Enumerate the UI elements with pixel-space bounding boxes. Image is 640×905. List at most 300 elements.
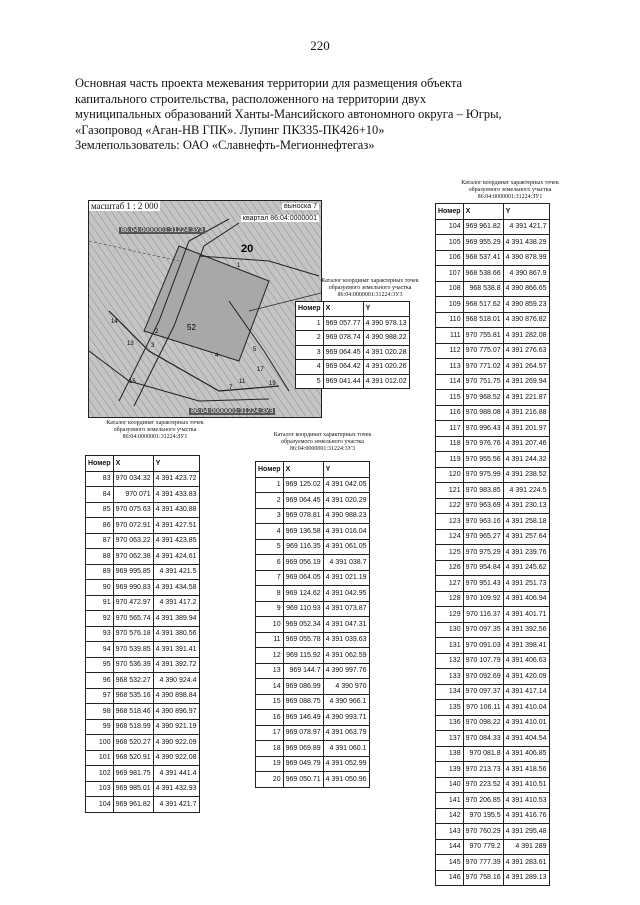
coord-y: 4 391 020.29 (323, 493, 369, 509)
table-row (436, 297, 550, 313)
coord-x: 970 072.91 (113, 518, 153, 534)
table-row (436, 250, 550, 266)
coord-y: 4 391 216.88 (503, 405, 549, 421)
coord-y: 4 391 239.76 (503, 545, 549, 561)
catalog-table-left (85, 455, 200, 813)
coord-y: 4 390 988.22 (363, 331, 409, 346)
coord-x: 970 975.99 (463, 467, 503, 483)
coord-x: 969 049.79 (283, 756, 323, 772)
map-point-label: 1 (237, 263, 241, 269)
table-row (86, 642, 200, 658)
coord-y: 4 391 416.76 (503, 808, 549, 824)
coord-x: 969 052.34 (283, 617, 323, 633)
coord-y: 4 391 201.97 (503, 421, 549, 437)
coord-x: 970 951.43 (463, 576, 503, 592)
table-row (436, 793, 550, 809)
coord-y: 4 391 289 (503, 839, 549, 855)
table-row (436, 762, 550, 778)
point-number: 100 (86, 735, 114, 751)
catalog-table-right (435, 203, 550, 886)
heading-line: капитального строительства, расположенного на территории двух (75, 91, 427, 106)
map-big-label: 20 (241, 243, 254, 255)
coord-x: 968 520.27 (113, 735, 153, 751)
table-row (86, 595, 200, 611)
point-number: 89 (86, 564, 114, 580)
point-number: 19 (256, 756, 284, 772)
point-number: 85 (86, 502, 114, 518)
point-number: 139 (436, 762, 464, 778)
table-row (256, 632, 370, 648)
coord-x: 969 050.71 (283, 772, 323, 788)
catalog-title-line: Каталог координат характерных точек (461, 180, 559, 186)
coord-x: 970 771.02 (463, 359, 503, 375)
table-row (86, 564, 200, 580)
header-y: Y (323, 462, 369, 478)
coord-x: 970 223.52 (463, 777, 503, 793)
coord-y: 4 391 244.32 (503, 452, 549, 468)
point-number: 144 (436, 839, 464, 855)
table-row (86, 766, 200, 782)
coord-x: 970 206.85 (463, 793, 503, 809)
coord-x: 969 110.93 (283, 601, 323, 617)
coord-y: 4 391 016.04 (323, 524, 369, 540)
page-number: 220 (310, 38, 330, 53)
catalog-title-left (85, 420, 225, 441)
coord-x: 968 532.27 (113, 673, 153, 689)
table-row (436, 436, 550, 452)
header-num: Номер (86, 456, 114, 472)
table-row (86, 626, 200, 642)
coord-y: 4 391 276.63 (503, 343, 549, 359)
coord-x: 969 136.58 (283, 524, 323, 540)
point-number: 97 (86, 688, 114, 704)
coord-y: 4 391 269.94 (503, 374, 549, 390)
point-number: 4 (296, 360, 324, 375)
table-row (296, 374, 410, 389)
point-number: 135 (436, 700, 464, 716)
table-row (86, 735, 200, 751)
header-x: X (283, 462, 323, 478)
map-point-label: 17 (257, 367, 264, 373)
table-row (436, 390, 550, 406)
coord-x: 970 976.76 (463, 436, 503, 452)
header-x: X (463, 204, 503, 220)
coord-x: 970 071 (113, 487, 153, 503)
coord-y: 4 391 221.87 (503, 390, 549, 406)
coord-y: 4 390 876.82 (503, 312, 549, 328)
coord-y: 4 391 392.72 (153, 657, 199, 673)
coord-y: 4 391 224.5 (503, 483, 549, 499)
coord-y: 4 391 020.28 (363, 345, 409, 360)
table-row (256, 648, 370, 664)
catalog-title-line: образуемого земельного участка (468, 187, 552, 193)
table-row (436, 405, 550, 421)
point-number: 123 (436, 514, 464, 530)
table-row (256, 555, 370, 571)
coord-y: 4 391 432.93 (153, 781, 199, 797)
point-number: 136 (436, 715, 464, 731)
table-row (436, 374, 550, 390)
table-row (256, 694, 370, 710)
point-number: 102 (86, 766, 114, 782)
point-number: 115 (436, 390, 464, 406)
table-row (256, 617, 370, 633)
coord-x: 970 996.43 (463, 421, 503, 437)
coord-y: 4 391 063.79 (323, 725, 369, 741)
table-row (436, 576, 550, 592)
point-number: 2 (256, 493, 284, 509)
coord-x: 969 064.05 (283, 570, 323, 586)
table-row (86, 533, 200, 549)
point-number: 117 (436, 421, 464, 437)
header-num: Номер (256, 462, 284, 478)
coord-y: 4 391 433.83 (153, 487, 199, 503)
coord-y: 4 391 401.71 (503, 607, 549, 623)
point-number: 120 (436, 467, 464, 483)
point-number: 106 (436, 250, 464, 266)
coord-x: 970 955.56 (463, 452, 503, 468)
table-row (86, 487, 200, 503)
coord-x: 969 990.83 (113, 580, 153, 596)
coord-x: 970 092.69 (463, 669, 503, 685)
coord-y: 4 391 441.4 (153, 766, 199, 782)
coord-x: 968 518.99 (113, 719, 153, 735)
coord-x: 970 034.32 (113, 471, 153, 487)
point-number: 125 (436, 545, 464, 561)
coord-x: 970 963.69 (463, 498, 503, 514)
point-number: 88 (86, 549, 114, 565)
coord-x: 969 124.62 (283, 586, 323, 602)
point-number: 1 (296, 316, 324, 331)
point-number: 84 (86, 487, 114, 503)
catalog-table-middle (255, 461, 370, 788)
catalog-title-line: образуемого земельного участка (281, 439, 364, 445)
table-row (256, 756, 370, 772)
coord-y: 4 391 434.58 (153, 580, 199, 596)
coord-y: 4 390 924.4 (153, 673, 199, 689)
coord-y: 4 391 230.13 (503, 498, 549, 514)
table-row (86, 611, 200, 627)
catalog-title-right (430, 180, 590, 201)
point-number: 116 (436, 405, 464, 421)
table-row (86, 750, 200, 766)
coord-y: 4 391 417.2 (153, 595, 199, 611)
coord-y: 4 390 922.09 (153, 735, 199, 751)
coord-x: 969 064.45 (283, 493, 323, 509)
point-number: 130 (436, 622, 464, 638)
coord-y: 4 391 012.02 (363, 374, 409, 389)
point-number: 92 (86, 611, 114, 627)
table-row (436, 483, 550, 499)
table-row (256, 679, 370, 695)
table-row (296, 331, 410, 346)
point-number: 2 (296, 331, 324, 346)
map-point-label: 13 (127, 341, 134, 347)
coord-y: 4 391 406.94 (503, 591, 549, 607)
coord-y: 4 391 073.87 (323, 601, 369, 617)
coord-y: 4 390 866.65 (503, 281, 549, 297)
point-number: 11 (256, 632, 284, 648)
table-row (436, 777, 550, 793)
point-number: 101 (86, 750, 114, 766)
table-row (436, 700, 550, 716)
coord-x: 970 213.73 (463, 762, 503, 778)
coord-x: 968 535.16 (113, 688, 153, 704)
coord-x: 970 116.37 (463, 607, 503, 623)
table-row (86, 502, 200, 518)
coord-y: 4 391 421.7 (503, 219, 549, 235)
table-row (436, 467, 550, 483)
table-row (256, 477, 370, 493)
table-row (436, 855, 550, 871)
coord-y: 4 390 898.84 (153, 688, 199, 704)
coord-x: 970 975.29 (463, 545, 503, 561)
table-row (436, 839, 550, 855)
coord-y: 4 391 398.41 (503, 638, 549, 654)
coord-y: 4 390 867.9 (503, 266, 549, 282)
coord-y: 4 391 042.05 (323, 477, 369, 493)
coord-x: 970 777.39 (463, 855, 503, 871)
point-number: 111 (436, 328, 464, 344)
coord-x: 969 086.99 (283, 679, 323, 695)
point-number: 13 (256, 663, 284, 679)
header-num: Номер (436, 204, 464, 220)
coord-x: 970 097.37 (463, 684, 503, 700)
catalog-title-line: 86:04:0000001:31224:3У3 (337, 292, 403, 298)
catalog-title-middle (255, 432, 390, 453)
map-point-label: 15 (129, 379, 136, 385)
coord-x: 968 538.8 (463, 281, 503, 297)
catalog-title-line: 86:04:0000001:31224:3У3 (290, 446, 355, 452)
coord-x: 970 097.35 (463, 622, 503, 638)
coord-y: 4 391 050.96 (323, 772, 369, 788)
point-number: 118 (436, 436, 464, 452)
point-number: 109 (436, 297, 464, 313)
coord-y: 4 391 380.56 (153, 626, 199, 642)
coord-y: 4 390 993.71 (323, 710, 369, 726)
coord-y: 4 391 020.26 (363, 360, 409, 375)
coord-y: 4 391 038.7 (323, 555, 369, 571)
coord-y: 4 391 042.95 (323, 586, 369, 602)
coord-x: 969 146.49 (283, 710, 323, 726)
map-callout: выноска 7 (284, 203, 317, 210)
coord-y: 4 391 251.73 (503, 576, 549, 592)
coord-x: 969 088.75 (283, 694, 323, 710)
coord-y: 4 391 245.62 (503, 560, 549, 576)
coord-x: 969 981.75 (113, 766, 153, 782)
point-number: 86 (86, 518, 114, 534)
coord-x: 969 057.77 (323, 316, 363, 331)
coord-x: 970 195.5 (463, 808, 503, 824)
coord-x: 969 069.89 (283, 741, 323, 757)
coord-y: 4 390 966.1 (323, 694, 369, 710)
map-cadastral-top: 86:04:0000001:31224:3У3 (121, 227, 204, 234)
catalog-title-line: Каталог координат характерных точек (321, 278, 419, 284)
table-row (436, 684, 550, 700)
table-row (86, 797, 200, 813)
point-number: 94 (86, 642, 114, 658)
point-number: 20 (256, 772, 284, 788)
catalog-title-map (300, 278, 440, 299)
coord-x: 970 062.38 (113, 549, 153, 565)
point-number: 10 (256, 617, 284, 633)
coord-y: 4 391 427.51 (153, 518, 199, 534)
map-point-label: 14 (111, 319, 118, 325)
coord-x: 968 517.62 (463, 297, 503, 313)
table-row (256, 539, 370, 555)
point-number: 137 (436, 731, 464, 747)
table-row (296, 360, 410, 375)
point-number: 95 (86, 657, 114, 673)
point-number: 121 (436, 483, 464, 499)
point-number: 107 (436, 266, 464, 282)
coord-x: 970 954.84 (463, 560, 503, 576)
point-number: 8 (256, 586, 284, 602)
point-number: 110 (436, 312, 464, 328)
table-row (86, 673, 200, 689)
point-number: 140 (436, 777, 464, 793)
coord-x: 970 075.63 (113, 502, 153, 518)
table-row (436, 638, 550, 654)
table-row (436, 808, 550, 824)
point-number: 5 (256, 539, 284, 555)
point-number: 6 (256, 555, 284, 571)
point-number: 133 (436, 669, 464, 685)
table-row (256, 663, 370, 679)
point-number: 7 (256, 570, 284, 586)
point-number: 14 (256, 679, 284, 695)
table-row (256, 710, 370, 726)
coord-x: 970 988.08 (463, 405, 503, 421)
header-y: Y (153, 456, 199, 472)
point-number: 91 (86, 595, 114, 611)
coord-y: 4 391 047.31 (323, 617, 369, 633)
table-row (436, 591, 550, 607)
table-row (436, 498, 550, 514)
point-number: 4 (256, 524, 284, 540)
coord-x: 969 078.97 (283, 725, 323, 741)
table-row (436, 669, 550, 685)
map-point-label: 11 (239, 379, 246, 385)
table-row (436, 607, 550, 623)
table-row (256, 493, 370, 509)
cadastral-map (88, 200, 322, 418)
table-row (436, 560, 550, 576)
table-row (86, 657, 200, 673)
table-row (256, 570, 370, 586)
table-row (86, 781, 200, 797)
map-point-label: 2 (155, 329, 159, 335)
coord-y: 4 390 859.23 (503, 297, 549, 313)
coord-x: 970 107.79 (463, 653, 503, 669)
point-number: 138 (436, 746, 464, 762)
coord-x: 969 961.82 (463, 219, 503, 235)
table-row (86, 471, 200, 487)
coord-y: 4 391 061.05 (323, 539, 369, 555)
table-row (256, 601, 370, 617)
coord-y: 4 391 289.13 (503, 870, 549, 886)
table-row (436, 715, 550, 731)
point-number: 132 (436, 653, 464, 669)
coord-y: 4 391 410.04 (503, 700, 549, 716)
coord-x: 968 538.66 (463, 266, 503, 282)
coord-x: 969 985.01 (113, 781, 153, 797)
coord-x: 970 758.16 (463, 870, 503, 886)
table-row (86, 518, 200, 534)
catalog-title-line: образуемого земельного участка (328, 285, 412, 291)
map-point-label: 3 (151, 343, 155, 349)
map-cadastral-bottom: 86:04:0000001:31224:3У3 (191, 408, 274, 415)
table-row (296, 316, 410, 331)
map-scale: масштаб 1 : 2 000 (91, 201, 159, 211)
point-number: 15 (256, 694, 284, 710)
point-number: 98 (86, 704, 114, 720)
catalog-title-line: образуемого земельного участка (113, 427, 197, 433)
point-number: 122 (436, 498, 464, 514)
header-y: Y (503, 204, 549, 220)
table-row (436, 529, 550, 545)
map-quarter: квартал 86:04:0000001 (242, 215, 317, 222)
coord-x: 970 084.33 (463, 731, 503, 747)
point-number: 93 (86, 626, 114, 642)
table-row (436, 343, 550, 359)
coord-x: 969 041.44 (323, 374, 363, 389)
table-row (436, 452, 550, 468)
catalog-title-line: Каталог координат характерных точек (106, 420, 204, 426)
point-number: 90 (86, 580, 114, 596)
coord-y: 4 391 282.08 (503, 328, 549, 344)
table-row (86, 719, 200, 735)
coord-x: 969 064.45 (323, 345, 363, 360)
point-number: 83 (86, 471, 114, 487)
coord-x: 970 081.8 (463, 746, 503, 762)
coord-y: 4 391 060.1 (323, 741, 369, 757)
coord-y: 4 391 420.09 (503, 669, 549, 685)
coord-y: 4 391 257.64 (503, 529, 549, 545)
coord-x: 970 091.03 (463, 638, 503, 654)
table-row (436, 421, 550, 437)
table-row (256, 524, 370, 540)
point-number: 141 (436, 793, 464, 809)
coord-y: 4 391 238.52 (503, 467, 549, 483)
coord-x: 969 055.78 (283, 632, 323, 648)
point-number: 12 (256, 648, 284, 664)
table-row (436, 281, 550, 297)
table-row (436, 328, 550, 344)
point-number: 114 (436, 374, 464, 390)
coord-y: 4 391 410.01 (503, 715, 549, 731)
table-row (436, 514, 550, 530)
coord-x: 970 755.81 (463, 328, 503, 344)
point-number: 103 (86, 781, 114, 797)
coord-x: 970 760.29 (463, 824, 503, 840)
coord-x: 969 125.02 (283, 477, 323, 493)
coord-x: 970 775.07 (463, 343, 503, 359)
point-number: 143 (436, 824, 464, 840)
coord-y: 4 390 988.23 (323, 508, 369, 524)
coord-y: 4 391 418.56 (503, 762, 549, 778)
point-number: 105 (436, 235, 464, 251)
coord-y: 4 390 970 (323, 679, 369, 695)
coord-y: 4 391 410.53 (503, 793, 549, 809)
point-number: 112 (436, 343, 464, 359)
point-number: 119 (436, 452, 464, 468)
header-num: Номер (296, 302, 324, 317)
heading-line: муниципальных образований Ханты-Мансийского автономного округа – Югры, (75, 107, 502, 121)
table-row (436, 359, 550, 375)
coord-y: 4 391 421.7 (153, 797, 199, 813)
coord-x: 970 751.75 (463, 374, 503, 390)
